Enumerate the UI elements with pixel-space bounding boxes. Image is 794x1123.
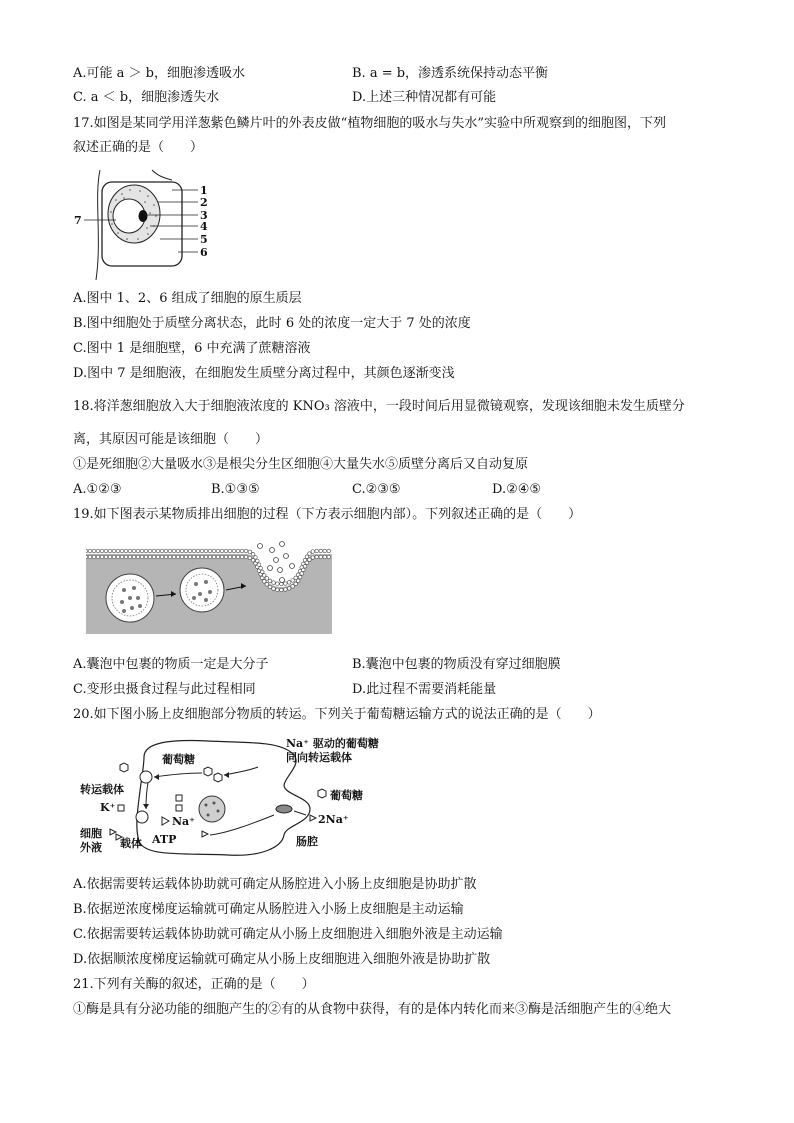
q18-option-a: A.①②③ — [73, 482, 122, 497]
fig17-label-6: 6 — [200, 246, 208, 259]
membrane-bead — [259, 566, 263, 570]
membrane-bead — [180, 549, 184, 553]
membrane-bead — [188, 549, 192, 553]
q19-option-a: A.囊泡中包裹的物质一定是大分子 — [73, 657, 269, 672]
q20-option-a: A.依据需要转运载体协助就可确定从肠腔进入小肠上皮细胞是协助扩散 — [73, 877, 477, 892]
membrane-bead — [196, 549, 200, 553]
membrane-bead — [319, 549, 323, 553]
membrane-bead — [160, 555, 164, 559]
membrane-bead — [240, 555, 244, 559]
q18-option-b: B.①③⑤ — [211, 482, 260, 497]
membrane-bead — [144, 549, 148, 553]
membrane-bead — [327, 549, 331, 553]
membrane-bead — [311, 550, 315, 554]
membrane-bead — [192, 549, 196, 553]
membrane-bead — [262, 580, 266, 584]
membrane-bead — [224, 549, 228, 553]
membrane-bead — [305, 561, 309, 565]
membrane-bead — [294, 582, 298, 586]
membrane-bead — [124, 555, 128, 559]
membrane-bead — [196, 555, 200, 559]
membrane-bead — [308, 558, 312, 562]
q21-items: ①酶是具有分泌功能的细胞产生的②有的从食物中获得，有的是体内转化而来③酶是活细胞产生的④绝大 — [73, 1002, 672, 1017]
membrane-bead — [132, 555, 136, 559]
membrane-bead — [204, 549, 208, 553]
membrane-bead — [260, 570, 264, 574]
membrane-bead — [302, 568, 306, 572]
membrane-bead — [284, 582, 288, 586]
membrane-bead — [148, 549, 152, 553]
membrane-bead — [108, 555, 112, 559]
membrane-bead — [220, 555, 224, 559]
membrane-bead — [284, 588, 288, 592]
membrane-bead — [112, 549, 116, 553]
membrane-bead — [208, 549, 212, 553]
membrane-bead — [184, 549, 188, 553]
membrane-bead — [108, 549, 112, 553]
q17-option-a: A.图中 1、2、6 组成了细胞的原生质层 — [73, 291, 302, 306]
q17-stem-line1: 17.如图是某同学用洋葱紫色鳞片叶的外表皮做“植物细胞的吸水与失水”实验中所观察到的细胞图，下列 — [73, 116, 666, 131]
fig20-na-driven: Na⁺ 驱动的葡萄糖 — [286, 737, 379, 750]
membrane-bead — [319, 555, 323, 559]
membrane-bead — [192, 555, 196, 559]
q20-option-c: C.依据需要转运载体协助就可确定从小肠上皮细胞进入细胞外液是主动运输 — [73, 927, 503, 942]
membrane-bead — [120, 549, 124, 553]
membrane-bead — [164, 549, 168, 553]
membrane-bead — [244, 555, 248, 559]
membrane-bead — [112, 555, 116, 559]
membrane-bead — [88, 555, 92, 559]
q18-stem-line1: 18.将洋葱细胞放入大于细胞液浓度的 KNO₃ 溶液中，一段时间后用显微镜观察，发现该细胞未发生质壁分 — [73, 399, 685, 414]
membrane-bead — [86, 549, 88, 553]
fig17-label-4: 4 — [200, 220, 208, 233]
membrane-bead — [240, 549, 244, 553]
q16-option-a: A.可能 a ＞ b，细胞渗透吸水 — [73, 66, 245, 81]
membrane-bead — [276, 588, 280, 592]
membrane-bead — [265, 577, 269, 581]
q16-option-c: C. a ＜ b，细胞渗透失水 — [73, 90, 220, 105]
q17-option-b: B.图中细胞处于质壁分离状态，此时 6 处的浓度一定大于 7 处的浓度 — [73, 316, 471, 331]
fig20-ecf-line1: 细胞 — [80, 827, 102, 840]
q17-stem-line2: 叙述正确的是（ ） — [73, 140, 204, 155]
membrane-bead — [200, 549, 204, 553]
plant-cell-figure — [72, 168, 222, 282]
membrane-bead — [128, 555, 132, 559]
membrane-bead — [272, 587, 276, 591]
membrane-bead — [132, 549, 136, 553]
membrane-bead — [208, 555, 212, 559]
membrane-bead — [276, 582, 280, 586]
membrane-bead — [144, 555, 148, 559]
membrane-bead — [92, 549, 96, 553]
membrane-bead — [272, 581, 276, 585]
q19-option-d: D.此过程不需要消耗能量 — [352, 682, 497, 697]
membrane-bead — [116, 549, 120, 553]
membrane-bead — [296, 579, 300, 583]
membrane-bead — [287, 587, 291, 591]
membrane-bead — [228, 555, 232, 559]
fig20-glucose-right: 葡萄糖 — [330, 789, 363, 802]
fig17-label-7: 7 — [74, 214, 82, 227]
membrane-bead — [323, 555, 327, 559]
membrane-bead — [176, 549, 180, 553]
membrane-bead — [136, 549, 140, 553]
membrane-bead — [236, 555, 240, 559]
q20-stem: 20.如下图小肠上皮细胞部分物质的转运。下列关于葡萄糖运输方式的说法正确的是（ ） — [73, 707, 601, 722]
membrane-bead — [268, 585, 272, 589]
fig17-label-3: 3 — [200, 209, 208, 222]
membrane-bead — [200, 555, 204, 559]
q17-option-c: C.图中 1 是细胞壁，6 中充满了蔗糖溶液 — [73, 341, 311, 356]
q17-option-d: D.图中 7 是细胞液，在细胞发生质壁分离过程中，其颜色逐渐变浅 — [73, 366, 455, 381]
fig20-symporter: 同向转运载体 — [286, 751, 352, 764]
q19-option-c: C.变形虫摄食过程与此过程相同 — [73, 682, 256, 697]
membrane-bead — [212, 555, 216, 559]
membrane-bead — [216, 555, 220, 559]
membrane-bead — [204, 555, 208, 559]
membrane-bead — [291, 579, 295, 583]
membrane-bead — [212, 549, 216, 553]
fig20-carrier: 载体 — [120, 837, 142, 850]
fig20-atp: ATP — [152, 833, 177, 846]
membrane-bead — [96, 555, 100, 559]
membrane-bead — [188, 555, 192, 559]
intestinal-transport-figure — [78, 735, 400, 865]
fig17-label-1: 1 — [200, 184, 208, 197]
q20-option-d: D.依据顺浓度梯度运输就可确定从小肠上皮细胞进入细胞外液是协助扩散 — [73, 952, 491, 967]
membrane-bead — [232, 555, 236, 559]
membrane-bead — [96, 549, 100, 553]
membrane-bead — [104, 555, 108, 559]
membrane-bead — [298, 575, 302, 579]
membrane-bead — [303, 564, 307, 568]
fig20-na-ion: Na⁺ — [172, 815, 195, 828]
membrane-bead — [160, 549, 164, 553]
membrane-bead — [156, 555, 160, 559]
membrane-bead — [152, 549, 156, 553]
membrane-bead — [265, 583, 269, 587]
q19-option-b: B.囊泡中包裹的物质没有穿过细胞膜 — [352, 657, 561, 672]
membrane-bead — [248, 556, 252, 560]
membrane-bead — [251, 552, 255, 556]
fig17-label-2: 2 — [200, 196, 208, 209]
membrane-bead — [280, 588, 284, 592]
membrane-bead — [100, 555, 104, 559]
q21-stem: 21.下列有关酶的叙述，正确的是（ ） — [73, 977, 315, 992]
membrane-bead — [124, 549, 128, 553]
membrane-bead — [148, 555, 152, 559]
membrane-bead — [291, 585, 295, 589]
membrane-bead — [257, 563, 261, 567]
membrane-bead — [254, 556, 258, 560]
membrane-bead — [216, 549, 220, 553]
membrane-bead — [104, 549, 108, 553]
membrane-bead — [88, 549, 92, 553]
q16-option-d: D.上述三种情况都有可能 — [352, 90, 497, 105]
fig20-lumen: 肠腔 — [296, 835, 318, 848]
membrane-bead — [236, 549, 240, 553]
membrane-bead — [128, 549, 132, 553]
membrane-bead — [244, 549, 248, 553]
membrane-bead — [116, 555, 120, 559]
membrane-bead — [308, 552, 312, 556]
membrane-bead — [300, 572, 304, 576]
membrane-bead — [248, 550, 252, 554]
membrane-bead — [315, 549, 319, 553]
membrane-bead — [262, 574, 266, 578]
membrane-bead — [136, 555, 140, 559]
membrane-bead — [176, 555, 180, 559]
fig20-glucose-top: 葡萄糖 — [162, 753, 195, 766]
membrane-bead — [172, 549, 176, 553]
q18-option-d: D.②④⑤ — [492, 482, 542, 497]
q16-option-b: B. a = b，渗透系统保持动态平衡 — [352, 66, 549, 81]
fig20-k-ion: K⁺ — [100, 801, 116, 814]
membrane-bead — [256, 559, 260, 563]
fig20-two-na: 2Na⁺ — [318, 813, 349, 826]
membrane-bead — [232, 549, 236, 553]
fig20-transporter: 转运载体 — [80, 783, 124, 796]
membrane-bead — [172, 555, 176, 559]
membrane-bead — [184, 555, 188, 559]
membrane-bead — [220, 549, 224, 553]
membrane-bead — [311, 556, 315, 560]
membrane-bead — [86, 555, 88, 559]
q18-stem-line2: 离，其原因可能是该细胞（ ） — [73, 432, 269, 447]
q18-option-c: C.②③⑤ — [352, 482, 401, 497]
membrane-bead — [228, 549, 232, 553]
membrane-bead — [224, 555, 228, 559]
membrane-bead — [140, 555, 144, 559]
membrane-bead — [152, 555, 156, 559]
membrane-bead — [164, 555, 168, 559]
fig17-label-5: 5 — [200, 233, 208, 246]
fig20-ecf-line2: 外液 — [80, 841, 102, 854]
membrane-bead — [120, 555, 124, 559]
membrane-bead — [180, 555, 184, 559]
membrane-bead — [168, 555, 172, 559]
q20-option-b: B.依据逆浓度梯度运输就可确定从肠腔进入小肠上皮细胞是主动运输 — [73, 902, 464, 917]
membrane-bead — [92, 555, 96, 559]
membrane-bead — [327, 555, 331, 559]
q18-items: ①是死细胞②大量吸水③是根尖分生区细胞④大量失水⑤质壁分离后又自动复原 — [73, 457, 529, 472]
membrane-bead — [268, 579, 272, 583]
q19-stem: 19.如下图表示某物质排出细胞的过程（下方表示细胞内部）。下列叙述正确的是（ ） — [73, 507, 582, 522]
membrane-bead — [315, 555, 319, 559]
membrane-bead — [140, 549, 144, 553]
exocytosis-figure — [86, 538, 334, 636]
membrane-bead — [156, 549, 160, 553]
membrane-bead — [100, 549, 104, 553]
membrane-bead — [323, 549, 327, 553]
membrane-bead — [168, 549, 172, 553]
membrane-bead — [287, 581, 291, 585]
